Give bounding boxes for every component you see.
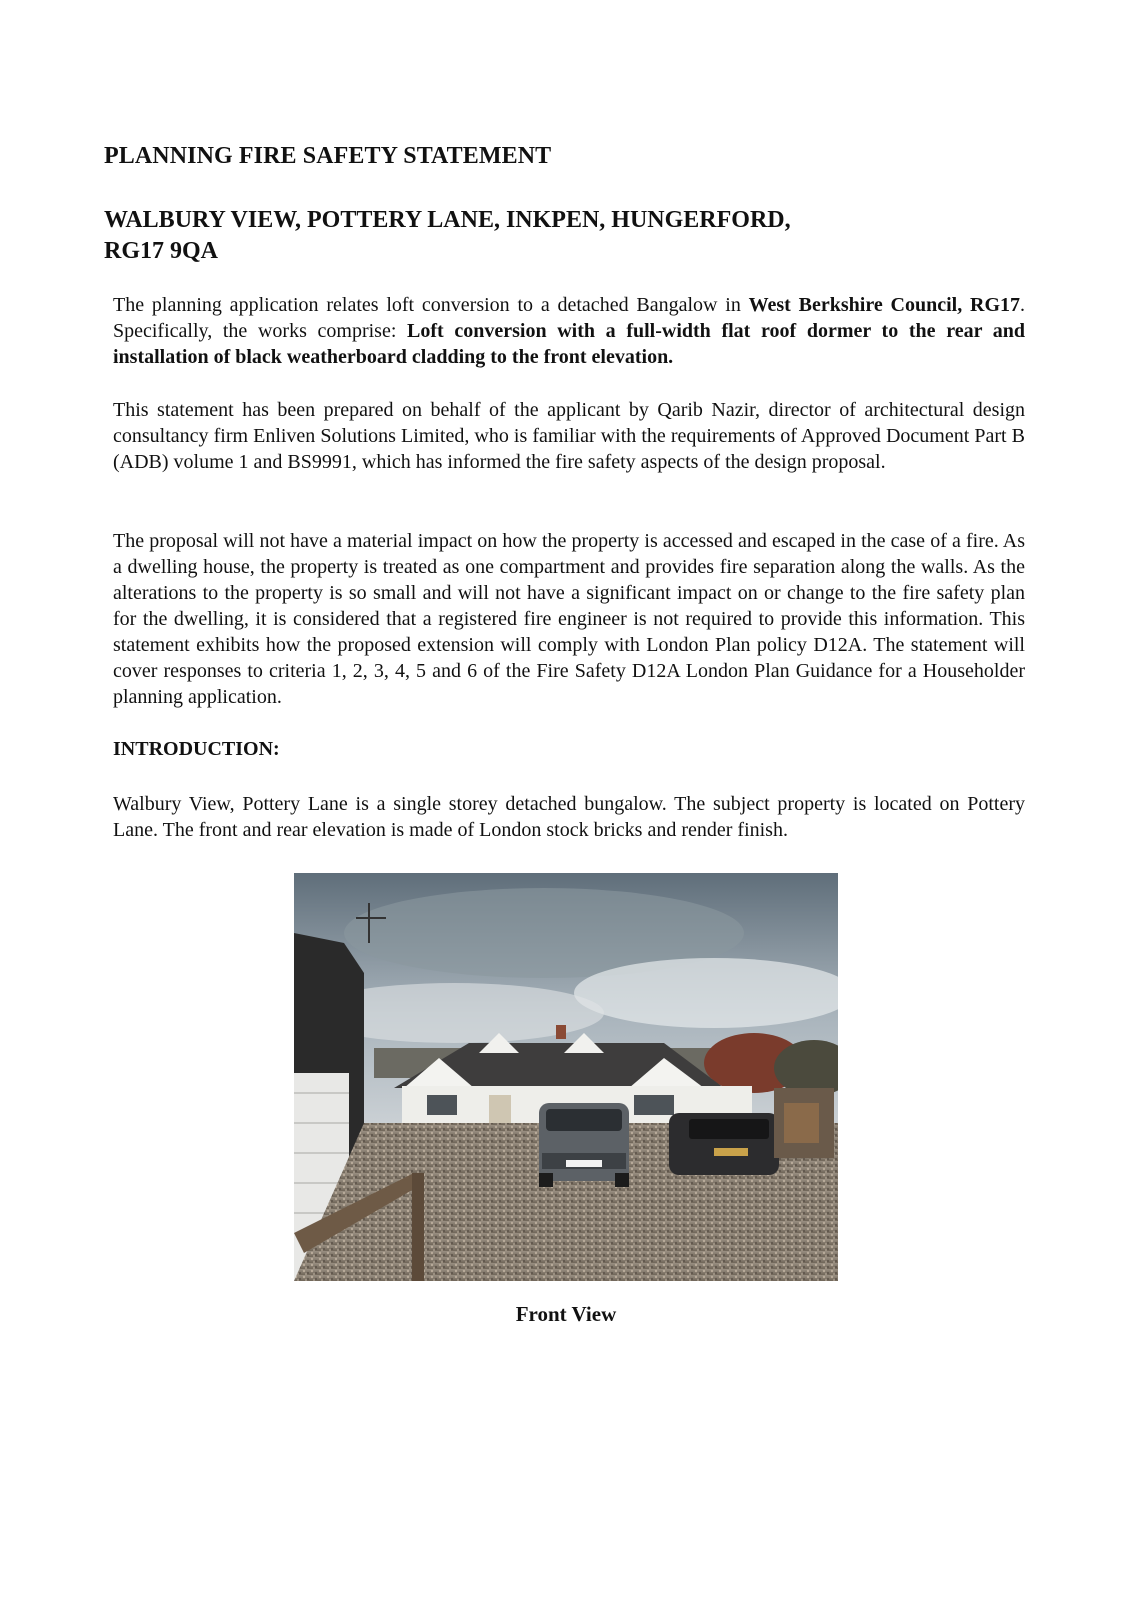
introduction-paragraph: Walbury View, Pottery Lane is a single storey detached bungalow. The subject property is located on Pottery Lane. The front and rear elevation is made of London stock bricks and render finish. [113,793,1025,841]
p1-text-a: The planning application relates loft conversion to a detached Bangalow in [113,294,749,316]
document-title: PLANNING FIRE SAFETY STATEMENT [104,143,552,169]
author-paragraph: This statement has been prepared on behalf of the applicant by Qarib Nazir, director of architectural design consultancy firm Enliven Solutions Limited, who is familiar with the requirements of Approved Document Part B (ADB) volume 1 and BS9991, which has informed the fire safety aspects of the design proposal. [113,399,1025,473]
address-line-2: RG17 9QA [104,238,218,264]
p1-works: Loft conversion with a full-width flat roof dormer to the rear and installation of black weatherboard cladding to the front elevation. [113,320,1026,368]
p1-text-c: . Specifically, the works comprise: [113,294,1025,342]
p1-council: West Berkshire Council, RG17 [748,294,1020,316]
introduction-heading: INTRODUCTION: [113,738,280,760]
photo-caption: Front View [515,1302,617,1326]
front-view-photo [294,873,838,1281]
address-line-1: WALBURY VIEW, POTTERY LANE, INKPEN, HUNGERFORD, [104,207,791,233]
property-address [104,205,1004,267]
impact-paragraph: The proposal will not have a material impact on how the property is accessed and escaped in the case of a fire. As a dwelling house, the property is treated as one compartment and provides fire separation along the walls. As the alterations to the property is so small and will not have a significant impact on or change to the fire safety plan for the dwelling, it is considered that a registered fire engineer is not required to provide this information. This statement exhibits how the proposed extension will comply with London Plan policy D12A. The statement will cover responses to criteria 1, 2, 3, 4, 5 and 6 of the Fire Safety D12A London Plan Guidance for a Householder planning application. [113,530,1025,708]
application-paragraph [113,292,1025,370]
